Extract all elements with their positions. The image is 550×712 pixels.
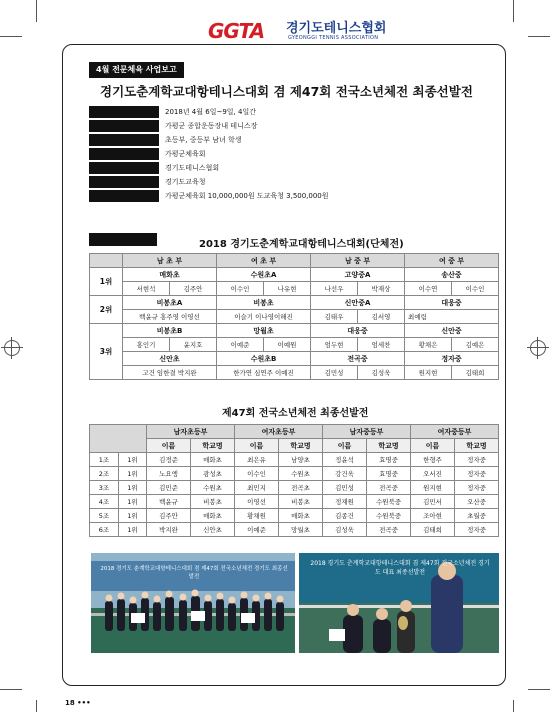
corner-cell: [90, 425, 147, 453]
player-name: 이수인: [235, 467, 279, 481]
header-girls-elementary: 여 초 부: [217, 254, 311, 268]
player-name: 김정준: [147, 453, 191, 467]
header-girls-middle: 여 중 부: [405, 254, 499, 268]
info-value: 경기도교육청: [165, 178, 206, 186]
player-names: 고건 임한결 박지완: [123, 366, 217, 380]
school-name: 대웅중: [405, 296, 499, 310]
school-name: 오산중: [455, 495, 499, 509]
final-selection-table: [89, 424, 499, 537]
school-name: 대웅중: [311, 324, 405, 338]
page-title: 경기도춘계학교대항테니스대회 겸 제47회 전국소년체전 최종선발전: [100, 84, 473, 99]
school-name: 신안중A: [311, 296, 405, 310]
school-name: 망월초: [217, 324, 311, 338]
player-name: 김종건: [323, 509, 367, 523]
player-name: 이수인: [452, 282, 499, 296]
player-name: 조아현: [411, 509, 455, 523]
logo-mark: GGTA: [208, 19, 265, 43]
player-name: 김태희: [452, 366, 499, 380]
school-name: 송산중: [405, 268, 499, 282]
subheader-name: 이름: [147, 439, 191, 453]
player-name: 황채원: [235, 509, 279, 523]
school-name: 정자중: [455, 453, 499, 467]
school-name: 망월초: [279, 523, 323, 537]
final-selection-title: 제47회 전국소년체전 최종선발전: [222, 408, 369, 419]
school-name: 신안중: [405, 324, 499, 338]
rank-cell: 1위: [119, 509, 147, 523]
group-number: 4조: [90, 495, 119, 509]
team-photo-left: [91, 553, 295, 653]
award-photo-right: [299, 553, 499, 653]
school-name: 매화초: [123, 268, 217, 282]
header-boys-elementary: 남 초 부: [123, 254, 217, 268]
subheader-school: 학교명: [455, 439, 499, 453]
school-name: 수원초: [191, 481, 235, 495]
player-name: 김민성: [311, 366, 358, 380]
group-number: 1조: [90, 453, 119, 467]
info-value: 초등부, 중등부 남녀 학생: [165, 136, 242, 144]
rank-cell: 1위: [119, 453, 147, 467]
player-names: 백윤규 홍주영 이영선: [123, 310, 217, 324]
school-name: 수원초: [279, 467, 323, 481]
subheader-school: 학교명: [367, 439, 411, 453]
info-value: 2018년 4월 6일~9일, 4일간: [165, 108, 256, 116]
corner-cell: [90, 254, 123, 268]
school-name: 수원북중: [367, 495, 411, 509]
school-name: 비봉초: [279, 495, 323, 509]
school-name: 매화초: [191, 453, 235, 467]
school-name: 광성초: [191, 467, 235, 481]
header-boys-middle: 남자중등부: [323, 425, 411, 439]
redacted-label: [89, 120, 159, 132]
player-name: 엄세찬: [358, 338, 405, 352]
logo-korean-name: 경기도테니스협회: [286, 21, 387, 36]
player-name: 나유현: [264, 282, 311, 296]
player-name: 서현석: [123, 282, 170, 296]
rank-cell: 1위: [119, 467, 147, 481]
player-name: 이수인: [217, 282, 264, 296]
school-name: 초월중: [455, 509, 499, 523]
logo-english-name: GYEONGGI TENNIS ASSOCIATION: [288, 35, 379, 41]
section-tab: 4월 전문체육 사업보고: [89, 62, 184, 78]
info-value: 가평군체육회 10,000,000원 도교육청 3,500,000원: [165, 192, 329, 200]
table-row: [90, 523, 499, 537]
table-row: [90, 481, 499, 495]
group-number: 2조: [90, 467, 119, 481]
player-name: 이예준: [217, 338, 264, 352]
table-row: [90, 453, 499, 467]
player-name: 최민지: [235, 481, 279, 495]
table-row: [90, 495, 499, 509]
info-value: 가평군 종합운동장내 테니스장: [165, 122, 258, 130]
subheader-school: 학교명: [279, 439, 323, 453]
player-name: 정윤석: [323, 453, 367, 467]
school-name: 남양초: [279, 453, 323, 467]
redacted-section-label: [89, 233, 157, 246]
group-number: 5조: [90, 509, 119, 523]
player-name: 김예은: [452, 338, 499, 352]
school-name: 고양중A: [311, 268, 405, 282]
photo-banner-text: 2018 경기도 춘계학교대항테니스대회 겸 제47회 전국소년체전 경기도 대표 최종선발전: [310, 560, 490, 576]
player-name: 김민서: [411, 495, 455, 509]
player-name: 김성욱: [323, 523, 367, 537]
info-value: 경기도테니스협회: [165, 164, 220, 172]
player-name: 홍인기: [123, 338, 170, 352]
player-name: 이예원: [264, 338, 311, 352]
school-name: 정자중: [455, 481, 499, 495]
subheader-school: 학교명: [191, 439, 235, 453]
player-name: 나선우: [311, 282, 358, 296]
subheader-name: 이름: [235, 439, 279, 453]
player-name: 정재원: [323, 495, 367, 509]
player-name: 이수연: [405, 282, 452, 296]
player-names: 이슬기 이나영이해진: [217, 310, 311, 324]
rank-label: 2위: [90, 296, 123, 324]
player-name: 최예림: [405, 310, 499, 324]
player-name: 박지완: [147, 523, 191, 537]
school-name: 매화초: [191, 509, 235, 523]
player-name: 엄두현: [311, 338, 358, 352]
player-name: 윤지호: [170, 338, 217, 352]
player-name: 노요엥: [147, 467, 191, 481]
header-boys-elementary: 남자초등부: [147, 425, 235, 439]
rank-cell: 1위: [119, 495, 147, 509]
school-name: 효명중: [367, 467, 411, 481]
redacted-label: [89, 148, 159, 160]
school-name: 효명중: [367, 453, 411, 467]
photo-banner-text: 2018 경기도 춘계학교대항테니스대회 겸 제47회 전국소년체전 경기도 최종선발전: [100, 566, 288, 580]
school-name: 신안초: [191, 523, 235, 537]
rank-label: 1위: [90, 268, 123, 296]
player-name: 김민준: [147, 481, 191, 495]
association-logo: [208, 16, 388, 46]
school-name: 수원초A: [217, 268, 311, 282]
school-name: 비봉초B: [123, 324, 217, 338]
header-girls-middle: 여자중등부: [411, 425, 499, 439]
player-name: 원지현: [405, 366, 452, 380]
group-number: 6조: [90, 523, 119, 537]
redacted-label: [89, 162, 159, 174]
school-name: 수원북중: [367, 509, 411, 523]
school-name: 신안초: [123, 352, 217, 366]
player-name: 김주안: [170, 282, 217, 296]
school-name: 전곡중: [311, 352, 405, 366]
school-name: 전곡중: [367, 481, 411, 495]
rank-cell: 1위: [119, 523, 147, 537]
player-name: 최은유: [235, 453, 279, 467]
school-name: 정자중: [455, 523, 499, 537]
final-selection-rows: [90, 453, 499, 537]
player-name: 김태우: [311, 310, 358, 324]
school-name: 매화초: [279, 509, 323, 523]
redacted-label: [89, 176, 159, 188]
subheader-name: 이름: [323, 439, 367, 453]
team-results-table: [89, 253, 499, 380]
group-number: 3조: [90, 481, 119, 495]
player-name: 김주안: [147, 509, 191, 523]
school-name: 비봉초: [217, 296, 311, 310]
player-name: 백윤규: [147, 495, 191, 509]
school-name: 비봉초: [191, 495, 235, 509]
player-name: 김서영: [358, 310, 405, 324]
player-name: 이예준: [235, 523, 279, 537]
school-name: 전곡중: [367, 523, 411, 537]
player-name: 김민성: [323, 481, 367, 495]
school-name: 정자중: [455, 467, 499, 481]
header-boys-middle: 남 중 부: [311, 254, 405, 268]
player-name: 황채은: [405, 338, 452, 352]
school-name: 정자중: [405, 352, 499, 366]
player-name: 오서진: [411, 467, 455, 481]
header-girls-elementary: 여자초등부: [235, 425, 323, 439]
info-value: 가평군체육회: [165, 150, 206, 158]
player-name: 이영선: [235, 495, 279, 509]
table-row: [90, 509, 499, 523]
redacted-label: [89, 134, 159, 146]
school-name: 수원초B: [217, 352, 311, 366]
player-name: 원지현: [411, 481, 455, 495]
player-name: 강건욱: [323, 467, 367, 481]
player-name: 한형주: [411, 453, 455, 467]
player-name: 박재상: [358, 282, 405, 296]
team-results-title: 2018 경기도춘계학교대항테니스대회(단체전): [199, 239, 404, 250]
table-row: [90, 467, 499, 481]
rank-cell: 1위: [119, 481, 147, 495]
rank-label: 3위: [90, 324, 123, 380]
page-number: 18 •••: [65, 699, 91, 707]
player-name: 김태희: [411, 523, 455, 537]
redacted-label: [89, 190, 159, 202]
redacted-label: [89, 106, 159, 118]
school-name: 전곡초: [279, 481, 323, 495]
subheader-name: 이름: [411, 439, 455, 453]
player-name: 김성욱: [358, 366, 405, 380]
player-names: 한가연 심연주 이예진: [217, 366, 311, 380]
school-name: 비봉초A: [123, 296, 217, 310]
